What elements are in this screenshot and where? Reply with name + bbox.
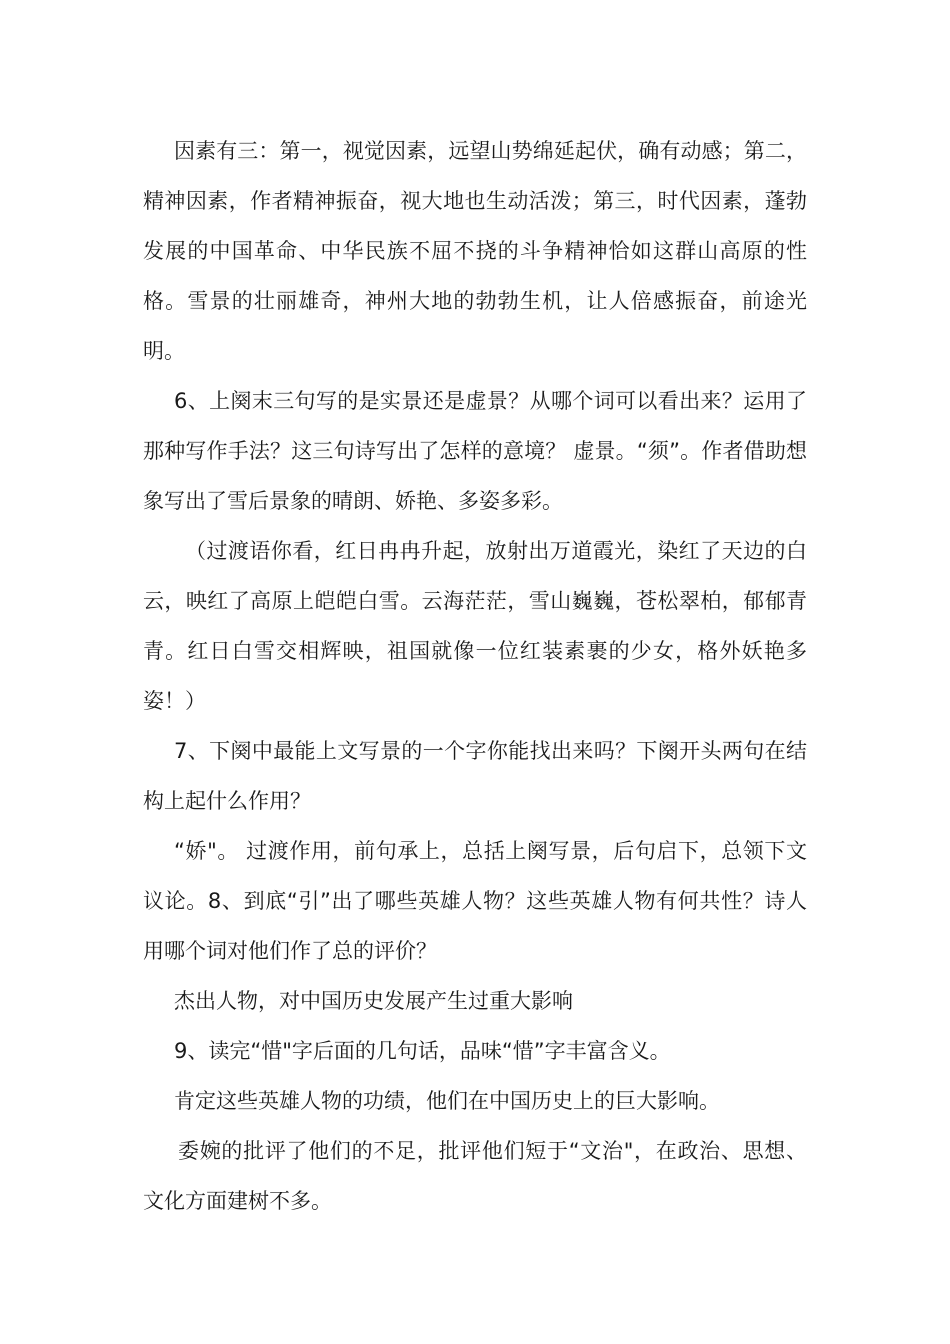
paragraph-question-9: 9、读完“惜"字后面的几句话，品味“惜”字丰富含义。 xyxy=(174,1039,671,1063)
paragraph-answer-9-critique: 委婉的批评了他们的不足，批评他们短于“文治"，在政治、思想、文化方面建树不多。 xyxy=(143,1139,807,1213)
paragraph-answer-9-affirm: 肯定这些英雄人物的功绩，他们在中国历史上的巨大影响。 xyxy=(174,1089,720,1113)
paragraph-answer-7-question-8: “娇"。 过渡作用，前句承上，总括上阕写景，后句启下，总领下文议论。8、到底“引”出了哪些英雄人物？这些英雄人物有何共性？诗人用哪个词对他们作了总的评价？ xyxy=(143,839,807,963)
paragraph-factors: 因素有三：第一，视觉因素，远望山势绵延起伏，确有动感；第二，精神因素，作者精神振奋，视大地也生动活泼；第三，时代因素，蓬勃发展的中国革命、中华民族不屈不挠的斗争精神恰如这群山高原的性格。雪景的壮丽雄奇，神州大地的勃勃生机，让人倍感振奋，前途光明。 xyxy=(143,139,807,363)
paragraph-transition: （过渡语你看，红日冉冉升起，放射出万道霞光，染红了天边的白云，映红了高原上皑皑白雪。云海茫茫，雪山巍巍，苍松翠柏，郁郁青青。红日白雪交相辉映，祖国就像一位红装素裹的少女，格外妖艳多姿！） xyxy=(143,539,807,713)
paragraph-answer-8: 杰出人物，对中国历史发展产生过重大影响 xyxy=(174,989,573,1013)
paragraph-question-6: 6、上阕末三句写的是实景还是虚景？从哪个词可以看出来？运用了那种写作手法？这三句诗写出了怎样的意境？ 虚景。“须”。作者借助想象写出了雪后景象的晴朗、娇艳、多姿多彩。 xyxy=(143,389,807,513)
document-body xyxy=(143,126,807,1226)
paragraph-question-7: 7、下阕中最能上文写景的一个字你能找出来吗？下阕开头两句在结构上起什么作用？ xyxy=(143,739,807,813)
